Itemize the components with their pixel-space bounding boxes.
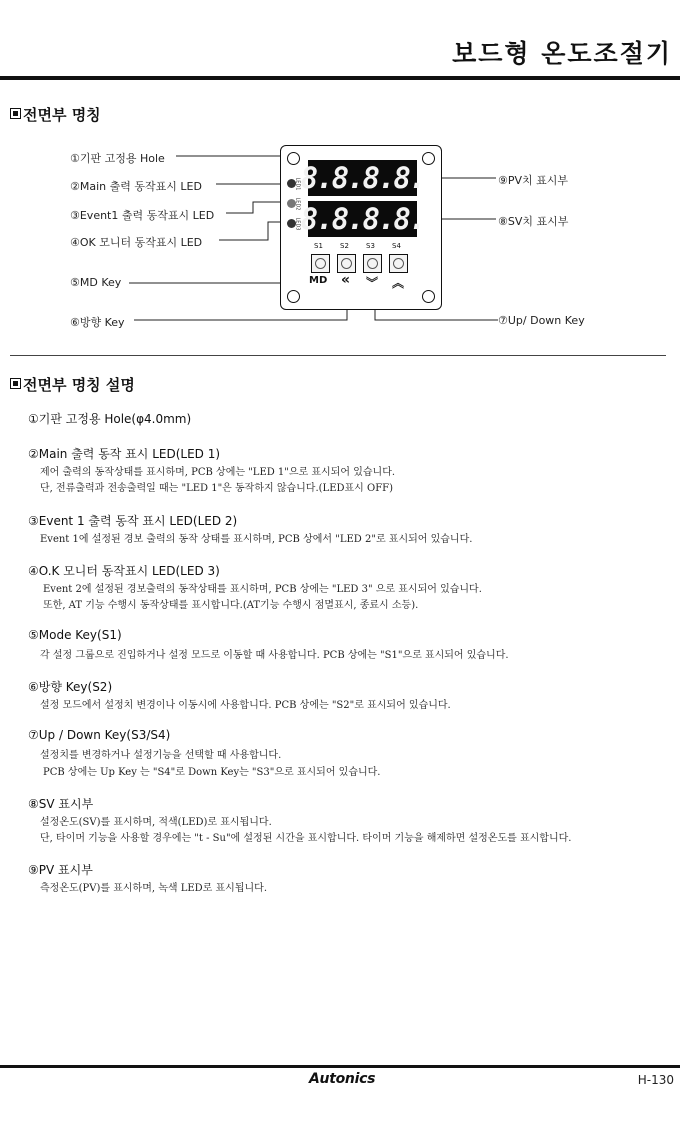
item-line: 각 설정 그룹으로 진입하거나 설정 모드로 이동할 때 사용합니다. PCB 상에는 "S1"으로 표시되어 있습니다.	[40, 650, 509, 661]
switch-label-s4: S4	[392, 242, 401, 250]
item-heading: ⑨PV 표시부	[28, 863, 93, 877]
item-line: Event 2에 설정된 경보출력의 동작상태를 표시하며, PCB 상에는 "LED 3" 으로 표시되어 있습니다.	[43, 584, 482, 595]
page-number: H-130	[637, 1073, 674, 1087]
item-line: 설정온도(SV)를 표시하며, 적색(LED)로 표시됩니다.	[40, 817, 272, 828]
double-up-chevron-icon: ︽	[392, 276, 405, 290]
controller-board	[280, 145, 442, 310]
item-line: PCB 상에는 Up Key 는 "S4"로 Down Key는 "S3"으로 표시되어 있습니다.	[43, 767, 381, 778]
label-direction-key: ⑥방향 Key	[70, 316, 125, 329]
item-line: 제어 출력의 동작상태를 표시하며, PCB 상에는 "LED 1"으로 표시되어 있습니다.	[40, 467, 396, 478]
sv-digits: 8.8.8.8.	[300, 202, 425, 236]
md-key-label: MD	[309, 275, 328, 286]
front-section-title: 전면부 명칭	[10, 104, 101, 125]
section-divider	[10, 355, 666, 356]
label-pcb-hole: ①기판 고정용 Hole	[70, 152, 165, 165]
mounting-hole-icon	[287, 152, 300, 165]
item-line: 단, 타이머 기능을 사용할 경우에는 "t - Su"에 설정된 시간을 표시합니다. 타이머 기능을 해제하면 설정온도를 표시합니다.	[40, 833, 572, 844]
item-heading: ③Event 1 출력 동작 표시 LED(LED 2)	[28, 514, 238, 528]
desc-section-title: 전면부 명칭 설명	[10, 374, 135, 395]
label-up-down-key: ⑦Up/ Down Key	[498, 314, 585, 327]
label-event1-led: ③Event1 출력 동작표시 LED	[70, 209, 215, 222]
item-heading: ①기판 고정용 Hole(φ4.0mm)	[28, 412, 192, 426]
pv-display	[300, 160, 425, 196]
double-left-chevron-icon: «	[341, 272, 351, 288]
square-bullet-icon	[10, 378, 21, 389]
md-key-button[interactable]	[311, 254, 330, 273]
sv-display	[300, 201, 425, 237]
label-ok-led: ④OK 모니터 동작표시 LED	[70, 236, 203, 249]
mounting-hole-icon	[422, 290, 435, 303]
brand-logo: Autonics	[309, 1071, 376, 1087]
item-line: 설정 모드에서 설정치 변경이나 이동시에 사용합니다. PCB 상에는 "S2"로 표시되어 있습니다.	[40, 700, 451, 711]
pv-digits: 8.8.8.8.	[300, 161, 425, 195]
label-sv-display: ⑧SV치 표시부	[498, 215, 569, 228]
item-line: 단, 전류출력과 전송출력일 때는 "LED 1"은 동작하지 않습니다.(LED표시 OFF)	[40, 483, 393, 494]
switch-label-s3: S3	[366, 242, 375, 250]
footer-rule	[0, 1065, 680, 1068]
item-heading: ⑦Up / Down Key(S3/S4)	[28, 728, 171, 742]
item-line: 또한, AT 기능 수행시 동작상태를 표시합니다.(AT기능 수행시 점멸표시, 종료시 소등).	[43, 600, 419, 611]
direction-key-button[interactable]	[337, 254, 356, 273]
double-down-chevron-icon: ︾	[366, 276, 379, 290]
label-pv-display: ⑨PV치 표시부	[498, 174, 569, 187]
item-heading: ⑥방향 Key(S2)	[28, 680, 113, 694]
switch-label-s2: S2	[340, 242, 349, 250]
item-heading: ②Main 출력 동작 표시 LED(LED 1)	[28, 447, 221, 461]
up-key-button[interactable]	[389, 254, 408, 273]
item-line: 설정치를 변경하거나 설정기능을 선택할 때 사용합니다.	[40, 750, 282, 761]
item-heading: ⑧SV 표시부	[28, 797, 94, 811]
led-silkscreen: LED1 LED2 LED3	[294, 177, 301, 231]
item-line: 측정온도(PV)를 표시하며, 녹색 LED로 표시됩니다.	[40, 883, 268, 894]
mounting-hole-icon	[287, 290, 300, 303]
label-md-key: ⑤MD Key	[70, 276, 122, 289]
item-line: Event 1에 설정된 경보 출력의 동작 상태를 표시하며, PCB 상에서 "LED 2"로 표시되어 있습니다.	[40, 534, 473, 545]
down-key-button[interactable]	[363, 254, 382, 273]
page-title: 보드형 온도조절기	[452, 39, 672, 68]
item-heading: ④O.K 모니터 동작표시 LED(LED 3)	[28, 564, 220, 578]
label-main-led: ②Main 출력 동작표시 LED	[70, 180, 202, 193]
switch-label-s1: S1	[314, 242, 323, 250]
item-heading: ⑤Mode Key(S1)	[28, 628, 122, 642]
